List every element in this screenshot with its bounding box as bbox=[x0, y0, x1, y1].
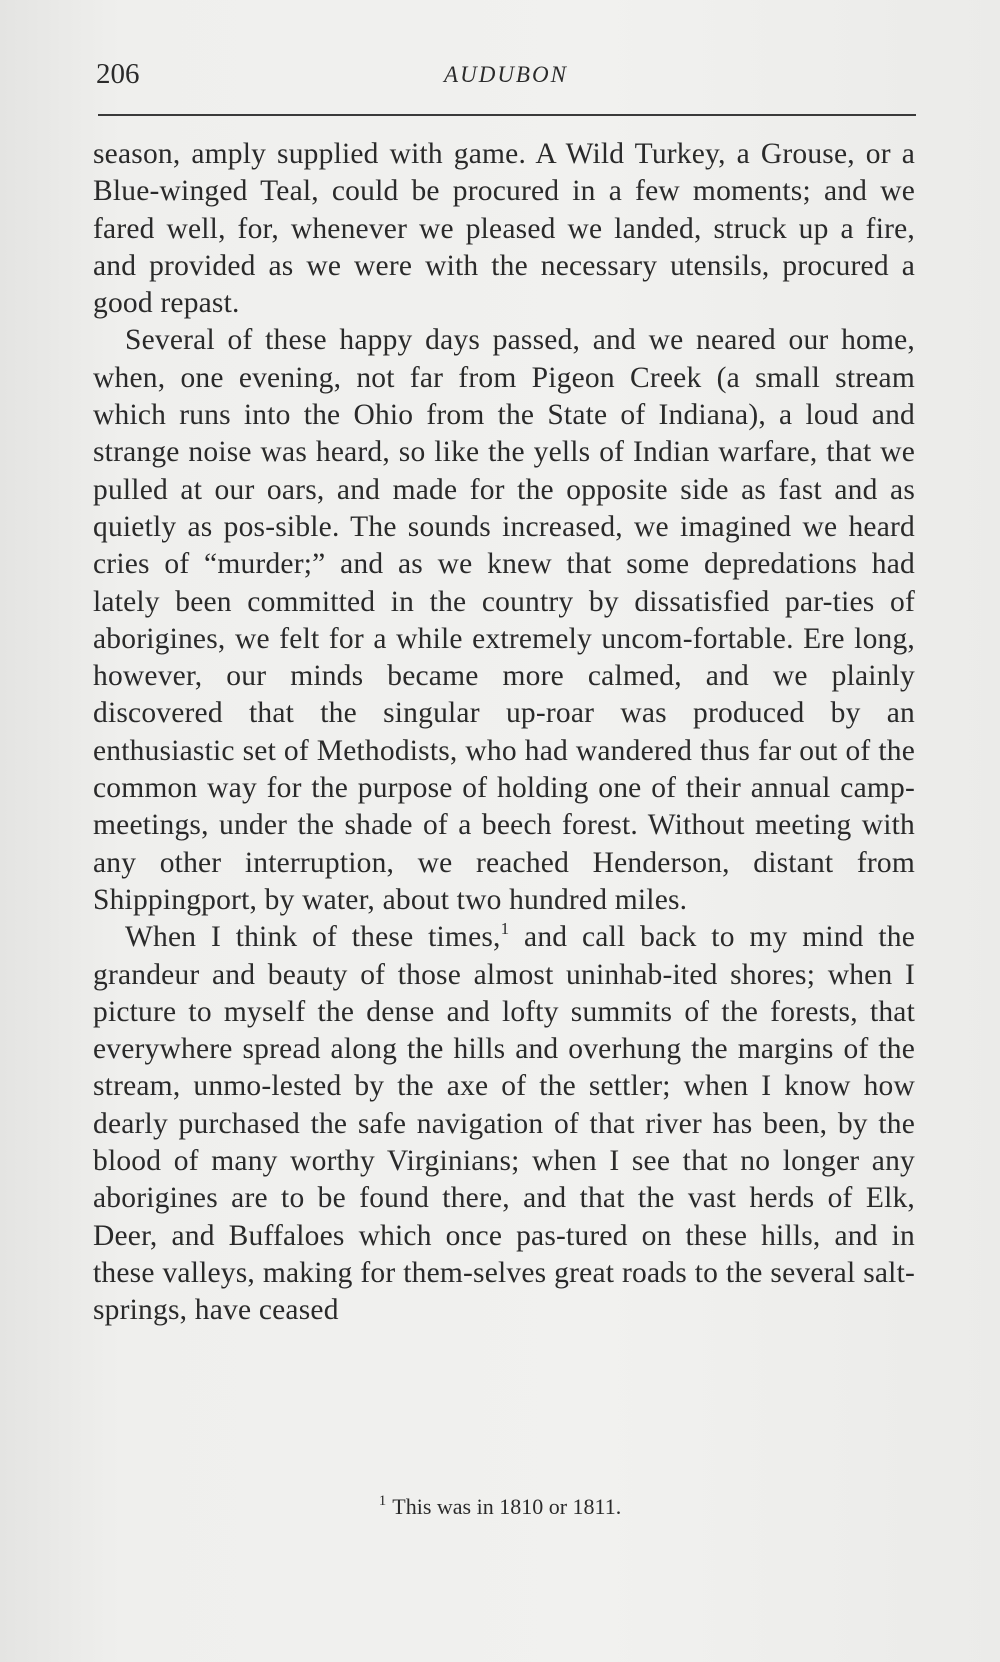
footnote-mark: 1 bbox=[378, 1493, 387, 1509]
running-title: AUDUBON bbox=[444, 62, 568, 87]
paragraph-with-footnote bbox=[93, 919, 915, 1329]
footnote bbox=[0, 1494, 1000, 1520]
header-rule bbox=[98, 114, 916, 116]
paragraph-continuation: season, amply supplied with game. A Wild Turkey, a Grouse, or a Blue-winged Teal, could be procured in a few moments; and we fared well, for, whenever we pleased we landed, struck up a fire, and provided as we were with the necessary utensils, procured a good repast. bbox=[93, 138, 915, 320]
footnote-text: This was in 1810 or 1811. bbox=[392, 1494, 622, 1519]
footnote-reference: 1 bbox=[500, 919, 510, 939]
paragraph: Several of these happy days passed, and we neared our home, when, one evening, not far from Pigeon Creek (a small stream which runs into the Ohio from the State of Indiana), a loud and strange noise was heard, so like the yells of Indian warfare, that we pulled at our oars, and made for the opposite side as fast and as quietly as pos-sible. The sounds increased, we imagined we heard cries of “murder;” and as we knew that some depredations had lately been committed in the country by dissatisfied par-ties of aborigines, we felt for a while extremely uncom-fortable. Ere long, however, our minds became more calmed, and we plainly discovered that the singular up-roar was produced by an enthusiastic set of Methodists, who had wandered thus far out of the common way for the purpose of holding one of their annual camp-meetings, under the shade of a beech forest. Without meeting with any other interruption, we reached Henderson, distant from Shippingport, by water, about two hundred miles. bbox=[93, 324, 915, 916]
body-text bbox=[93, 136, 915, 1330]
page-number: 206 bbox=[96, 58, 140, 90]
paragraph-text-after-note: and call back to my mind the grandeur and beauty of those almost uninhab-ited shores; when I picture to myself the dense and lofty summits of the forests, that everywhere spread along the hills and overhung the margins of the stream, unmo-lested by the axe of the settler; when I know how dearly purchased the safe navigation of that river has been, by the blood of many worthy Virginians; when I see that no longer any aborigines are to be found there, and that the vast herds of Elk, Deer, and Buffaloes which once pas-tured on these hills, and in these valleys, making for them-selves great roads to the several salt-springs, have ceased bbox=[93, 921, 916, 1327]
paragraph-text-before-note: When I think of these times, bbox=[125, 921, 501, 954]
page-header bbox=[96, 58, 916, 102]
